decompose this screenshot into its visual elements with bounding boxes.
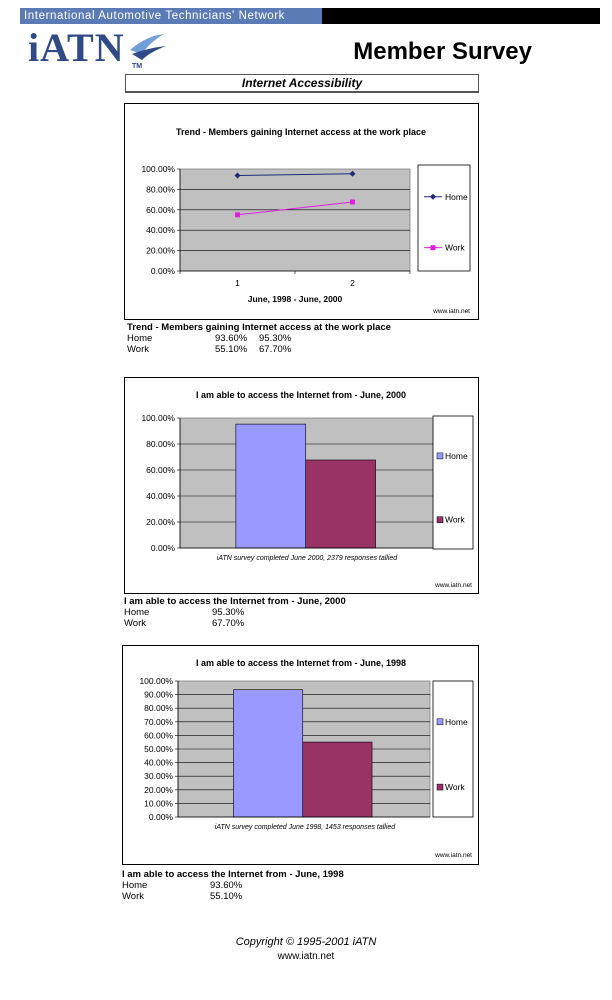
chart-watermark: www.iatn.net <box>433 308 470 315</box>
table-row <box>127 333 391 344</box>
legend-label: Work <box>445 514 465 525</box>
legend-label: Home <box>445 450 468 461</box>
y-tick-label: 100.00% <box>139 676 173 686</box>
table-row <box>124 618 346 629</box>
iatn-logo <box>28 25 168 72</box>
cell-value: 67.70% <box>212 618 245 629</box>
access-2000-chart <box>124 377 479 594</box>
y-tick-label: 20.00% <box>146 517 175 527</box>
legend-swatch <box>437 784 443 790</box>
page-title: Member Survey <box>353 38 532 65</box>
cell-value: 93.60% <box>210 880 243 891</box>
trend-chart-svg <box>125 104 478 319</box>
access-2000-table <box>124 596 346 629</box>
cell-value: 93.60% <box>215 333 248 344</box>
chart-watermark: www.iatn.net <box>435 852 472 859</box>
chart-title: I am able to access the Internet from - June, 1998 <box>195 658 407 668</box>
row-label: Home <box>127 333 153 344</box>
legend-label: Work <box>445 242 465 253</box>
y-tick-label: 100.00% <box>141 164 175 174</box>
legend-swatch <box>437 453 443 459</box>
row-label: Work <box>124 618 146 629</box>
legend-marker <box>431 245 436 250</box>
y-tick-label: 80.00% <box>144 703 173 714</box>
x-tick-label: 1 <box>235 278 240 288</box>
plot-area <box>180 169 410 271</box>
logo-text: iATN <box>28 25 125 70</box>
access-2000-table-title: I am able to access the Internet from - June, 2000 <box>124 596 346 607</box>
y-tick-label: 30.00% <box>144 771 173 782</box>
legend-box <box>418 165 470 271</box>
legend-label: Home <box>445 716 468 727</box>
y-tick-label: 0.00% <box>148 812 173 822</box>
y-tick-label: 80.00% <box>146 439 175 449</box>
row-label: Home <box>124 607 150 618</box>
chart-title: Trend - Members gaining Internet access at the work place <box>175 127 427 137</box>
y-tick-label: 40.00% <box>144 757 173 768</box>
legend-swatch <box>437 719 443 725</box>
y-tick-label: 0.00% <box>150 266 175 276</box>
section-title: Internet Accessibility <box>125 74 479 93</box>
row-label: Work <box>127 344 149 355</box>
logo-swoosh-icon <box>128 32 168 62</box>
org-name: International Automotive Technicians' Network <box>20 8 322 24</box>
org-banner <box>20 8 600 24</box>
access-1998-table <box>122 869 344 902</box>
cell-value: 55.10% <box>210 891 243 902</box>
y-tick-label: 70.00% <box>144 716 173 727</box>
y-tick-label: 60.00% <box>144 730 173 741</box>
y-tick-label: 60.00% <box>146 204 175 215</box>
legend-swatch <box>437 517 443 523</box>
bar-work <box>306 460 376 548</box>
y-tick-label: 40.00% <box>146 225 175 236</box>
y-tick-label: 20.00% <box>144 784 173 795</box>
legend-box <box>433 681 473 817</box>
bar-home <box>233 690 302 817</box>
bar-home <box>236 424 306 548</box>
trend-table <box>127 322 391 355</box>
y-tick-label: 40.00% <box>146 491 175 501</box>
y-tick-label: 0.00% <box>150 543 175 553</box>
chart-title: I am able to access the Internet from - June, 2000 <box>195 390 407 400</box>
data-point <box>235 212 240 217</box>
access-1998-table-title: I am able to access the Internet from - June, 1998 <box>122 869 344 880</box>
chart-note: iATN survey completed June 1998, 1453 responses tallied <box>214 824 396 831</box>
y-tick-label: 60.00% <box>146 465 175 475</box>
cell-value: 67.70% <box>259 344 292 355</box>
chart-note: iATN survey completed June 2000, 2379 responses tallied <box>216 555 398 562</box>
chart-watermark: www.iatn.net <box>435 582 472 589</box>
y-tick-label: 50.00% <box>144 744 173 754</box>
footer-url: www.iatn.net <box>277 951 335 962</box>
logo-tm: TM <box>132 63 143 70</box>
table-row <box>127 344 391 355</box>
y-tick-label: 20.00% <box>146 245 175 256</box>
y-tick-label: 80.00% <box>146 184 175 195</box>
cell-value: 55.10% <box>215 344 248 355</box>
access-1998-chart <box>122 645 479 865</box>
legend-box <box>433 416 473 549</box>
table-row <box>122 880 344 891</box>
row-label: Home <box>122 880 148 891</box>
data-point <box>350 199 355 204</box>
bar-work <box>303 742 372 817</box>
cell-value: 95.30% <box>259 333 292 344</box>
row-label: Work <box>122 891 144 902</box>
trend-table-title: Trend - Members gaining Internet access at the work place <box>127 322 391 333</box>
trend-chart <box>124 103 479 320</box>
cell-value: 95.30% <box>212 607 245 618</box>
table-row <box>124 607 346 618</box>
x-axis-label: June, 1998 - June, 2000 <box>247 294 343 304</box>
x-tick-label: 2 <box>350 278 355 288</box>
y-tick-label: 90.00% <box>144 689 173 700</box>
access-2000-chart-svg <box>125 378 478 593</box>
copyright-text: Copyright © 1995-2001 iATN <box>235 936 377 948</box>
table-row <box>122 891 344 902</box>
y-tick-label: 10.00% <box>144 798 173 809</box>
legend-label: Home <box>445 191 468 202</box>
legend-label: Work <box>445 782 465 793</box>
y-tick-label: 100.00% <box>141 413 175 423</box>
access-1998-chart-svg <box>123 646 478 864</box>
